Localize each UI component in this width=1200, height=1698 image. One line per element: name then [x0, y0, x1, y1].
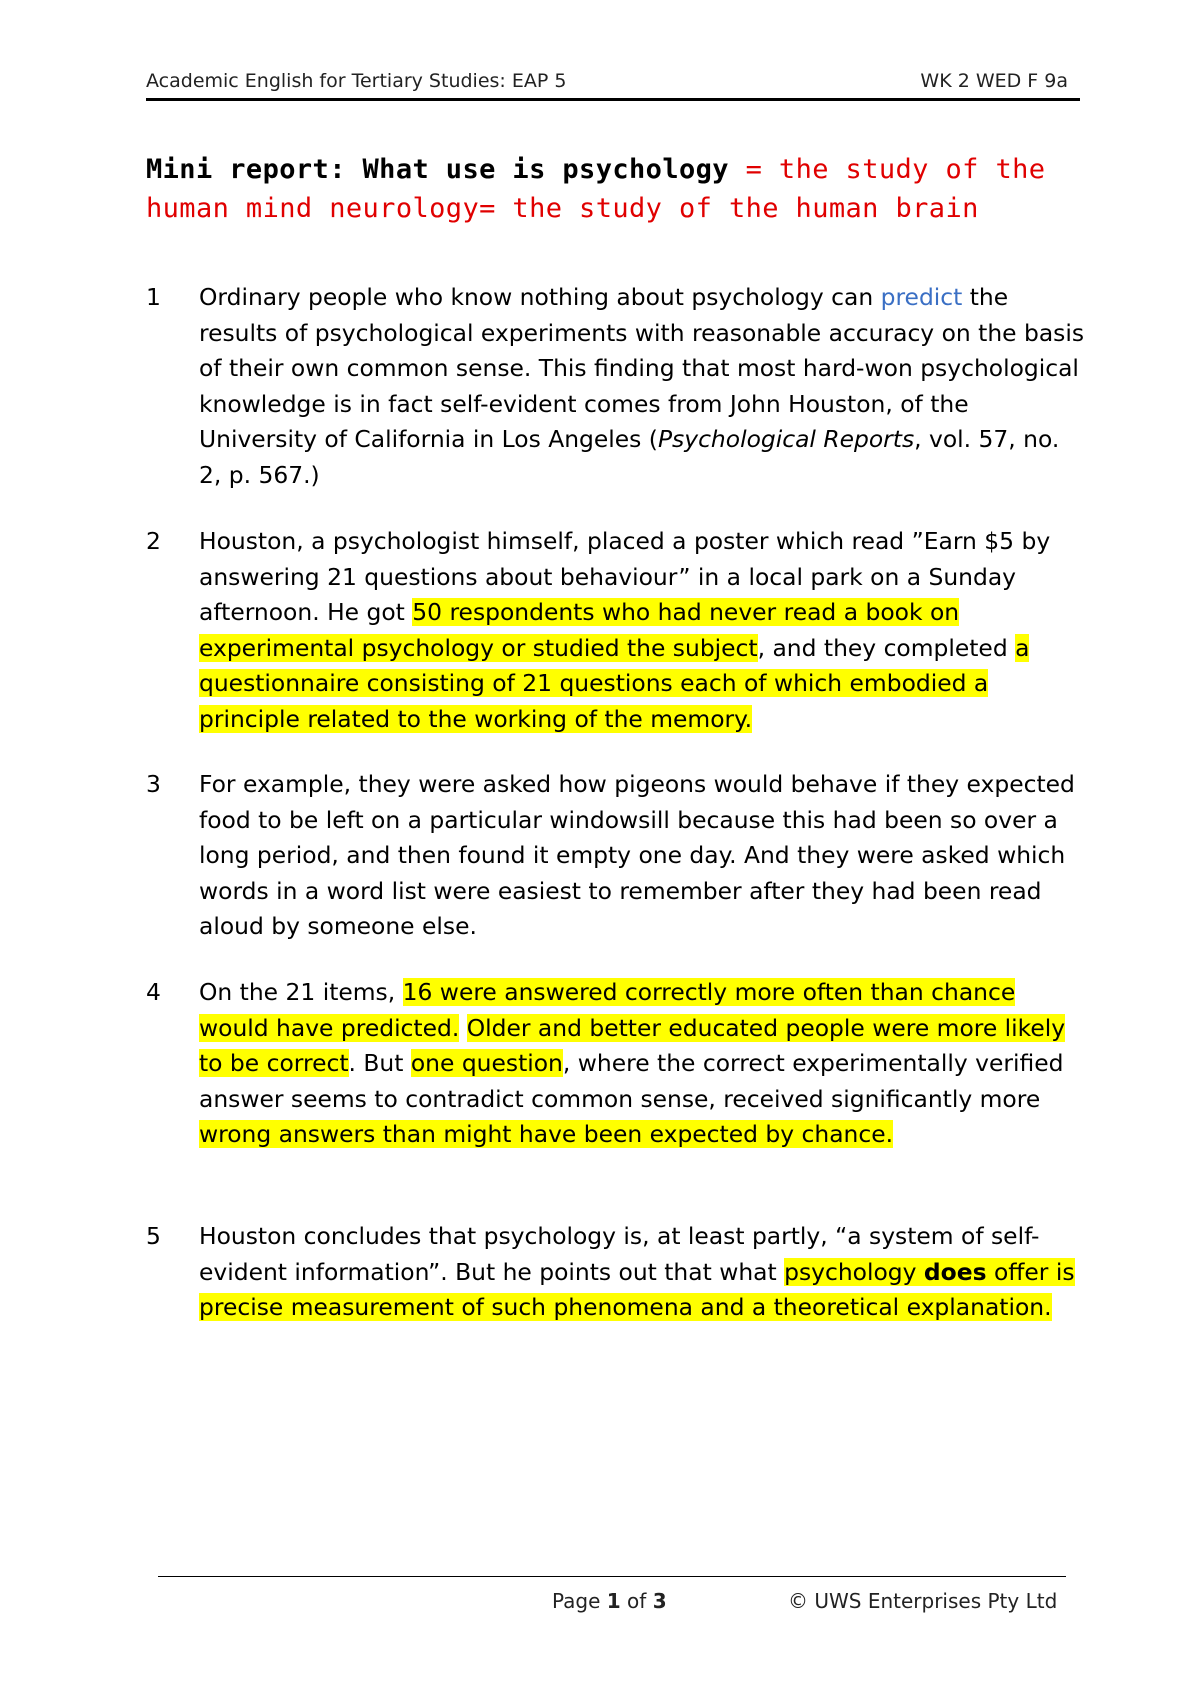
paragraph-text: , where the correct experimentally verified answer seems to contradict common sense, received significantly more [199, 1049, 1064, 1113]
highlighted-text: one question [410, 1049, 563, 1077]
header-rule [146, 98, 1080, 101]
page-word: Page [552, 1589, 607, 1613]
paragraph-text [459, 1014, 466, 1042]
paragraph-text: Houston, a psychologist himself, placed a poster which read ”Earn $5 by answering 21 questions about behaviour” in a local park on a Sunday afternoon. He got [199, 527, 1051, 626]
paragraph-text: , and they completed [757, 633, 1016, 662]
header-course: Academic English for Tertiary Studies: EAP 5 [146, 70, 567, 92]
highlighted-text: offer is precise measurement of such phenomena and a theoretical explanation. [199, 1257, 1075, 1321]
paragraph-3 [146, 767, 1086, 945]
title-definition-note: = the study of the human mind neurology= the study of the human brain [146, 154, 1046, 224]
paragraph-4 [146, 975, 1086, 1153]
report-title [146, 150, 1076, 228]
copyright-notice: © UWS Enterprises Pty Ltd [788, 1589, 1058, 1613]
paragraph-text: Houston concludes that psychology is, at least partly, “a system of self-evident information”. But he points out that what [199, 1222, 1040, 1286]
paragraph-number: 3 [146, 770, 161, 798]
paragraph-number: 4 [146, 978, 161, 1006]
header-code: WK 2 WED F 9a [920, 70, 1068, 92]
paragraph-text: the results of psychological experiments with reasonable accuracy on the basis of their own common sense. This finding that most hard-won psychological knowledge is in fact self-evident comes from John Houston, of the University of California in Los Angeles ( [199, 283, 1085, 453]
predict-word: predict [880, 283, 963, 311]
paragraph-1 [146, 280, 1086, 493]
highlighted-bold-text: does [923, 1257, 987, 1286]
footer-rule [158, 1576, 1066, 1577]
paragraph-text: , vol. 57, no. 2, p. 567.) [199, 425, 1060, 489]
current-page: 1 [606, 1589, 621, 1613]
paragraph-5 [146, 1219, 1086, 1326]
total-pages: 3 [652, 1589, 667, 1613]
paragraph-text: On the 21 items, [199, 978, 403, 1006]
title-bold: Mini report: What use is psychology [146, 154, 729, 185]
paragraph-number: 2 [146, 527, 161, 555]
paragraph-2 [146, 524, 1086, 737]
paragraph-text: For example, they were asked how pigeons would behave if they expected food to be left on a particular windowsill because this had been so over a long period, and then found it empty one day. And they were asked which words in a word list were easiest to remember after they had been read aloud by someone else. [199, 770, 1075, 940]
highlighted-text: psychology [784, 1257, 924, 1286]
highlighted-text: 16 were answered correctly more often than chance would have predicted. [199, 978, 1016, 1042]
paragraph-number: 1 [146, 283, 161, 311]
paragraph-number: 5 [146, 1222, 161, 1250]
highlighted-text: Older and better educated people were more likely to be correct [199, 1013, 1066, 1077]
page-number [552, 1588, 667, 1614]
journal-title: Psychological Reports [657, 425, 915, 453]
highlighted-text: a questionnaire consisting of 21 questions each of which embodied a principle related to the working of the memory. [199, 633, 1030, 733]
paragraph-text: Ordinary people who know nothing about psychology can [199, 283, 881, 311]
page-header [146, 68, 1080, 94]
highlighted-text: wrong answers than might have been expected by chance. [199, 1120, 894, 1148]
of-word: of [620, 1589, 653, 1613]
paragraph-text: . But [348, 1049, 411, 1077]
highlighted-text: 50 respondents who had never read a book on experimental psychology or studied the subject [199, 598, 960, 662]
